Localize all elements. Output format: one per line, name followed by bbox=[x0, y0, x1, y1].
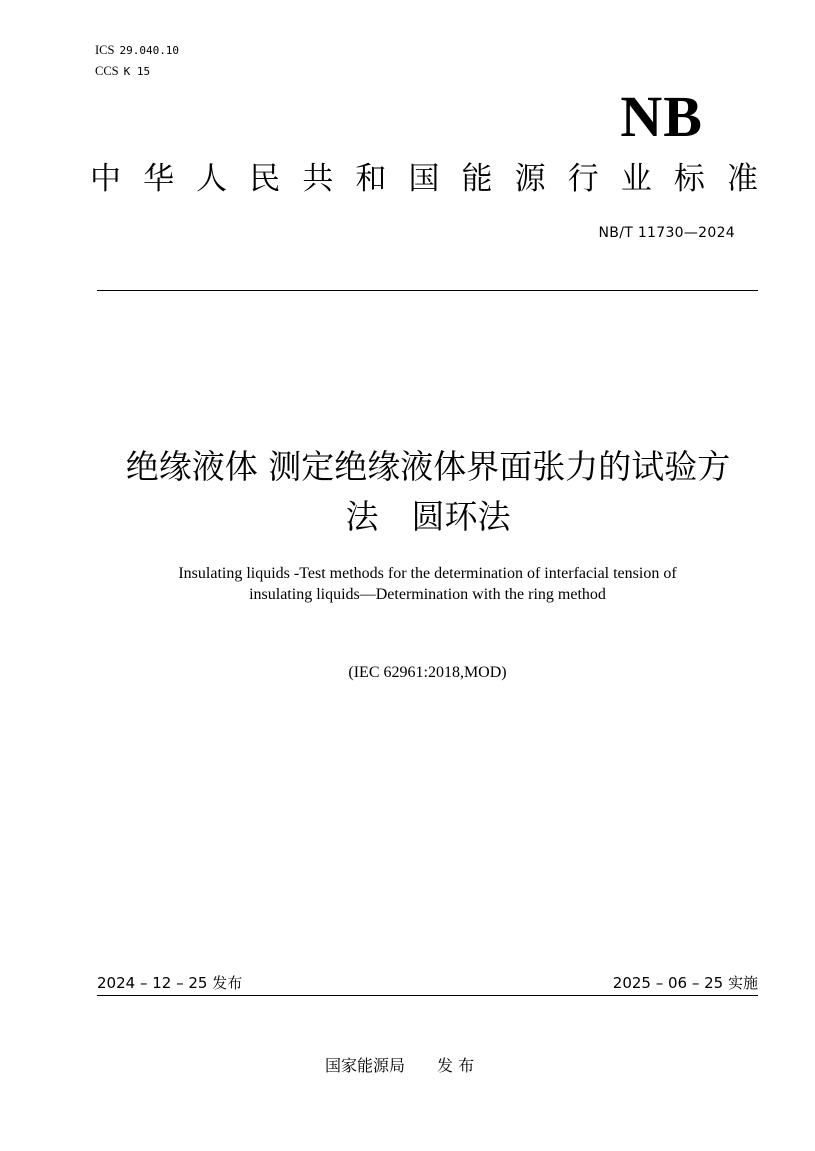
implementation-date: 2025 – 06 – 25 实施 bbox=[612, 974, 758, 992]
nb-logo: NB bbox=[620, 84, 703, 149]
bottom-divider bbox=[97, 995, 758, 996]
standard-type-char: 和 bbox=[355, 161, 387, 197]
standard-type-char: 准 bbox=[726, 161, 758, 197]
chinese-title bbox=[85, 442, 771, 542]
standard-type-char: 行 bbox=[567, 161, 599, 197]
english-title bbox=[97, 563, 758, 605]
standard-type-char: 民 bbox=[249, 161, 281, 197]
english-title-line-2: insulating liquids—Determination with the ring method bbox=[249, 586, 606, 603]
standard-type-char: 标 bbox=[673, 161, 705, 197]
standard-type-char: 国 bbox=[408, 161, 440, 197]
issue-date: 2024 – 12 – 25 发布 bbox=[97, 974, 243, 992]
adoption-note: (IEC 62961:2018,MOD) bbox=[348, 664, 507, 681]
chinese-title-line-2: 法 圆环法 bbox=[345, 497, 511, 536]
standard-type-char: 华 bbox=[143, 161, 175, 197]
standard-number: NB/T 11730—2024 bbox=[598, 225, 735, 241]
ccs-value: K 15 bbox=[123, 65, 151, 78]
publisher: 国家能源局 发 布 bbox=[325, 1056, 475, 1075]
chinese-title-line-1: 绝缘液体 测定绝缘液体界面张力的试验方 bbox=[125, 447, 731, 486]
top-divider bbox=[97, 290, 758, 291]
ics-code-row bbox=[95, 40, 179, 61]
standard-type-char: 能 bbox=[461, 161, 493, 197]
ics-label: ICS bbox=[95, 43, 115, 57]
standard-type-char: 人 bbox=[196, 161, 228, 197]
ccs-label: CCS bbox=[95, 64, 119, 78]
ics-value: 29.040.10 bbox=[119, 44, 180, 57]
standard-type-char: 业 bbox=[620, 161, 652, 197]
ccs-code-row bbox=[95, 61, 179, 82]
english-title-line-1: Insulating liquids -Test methods for the determination of interfacial tension of bbox=[178, 565, 677, 582]
standard-type-title bbox=[90, 157, 758, 201]
standard-type-char: 源 bbox=[514, 161, 546, 197]
classification-codes bbox=[95, 40, 179, 82]
standard-type-char: 共 bbox=[302, 161, 334, 197]
standard-type-char: 中 bbox=[90, 161, 121, 197]
